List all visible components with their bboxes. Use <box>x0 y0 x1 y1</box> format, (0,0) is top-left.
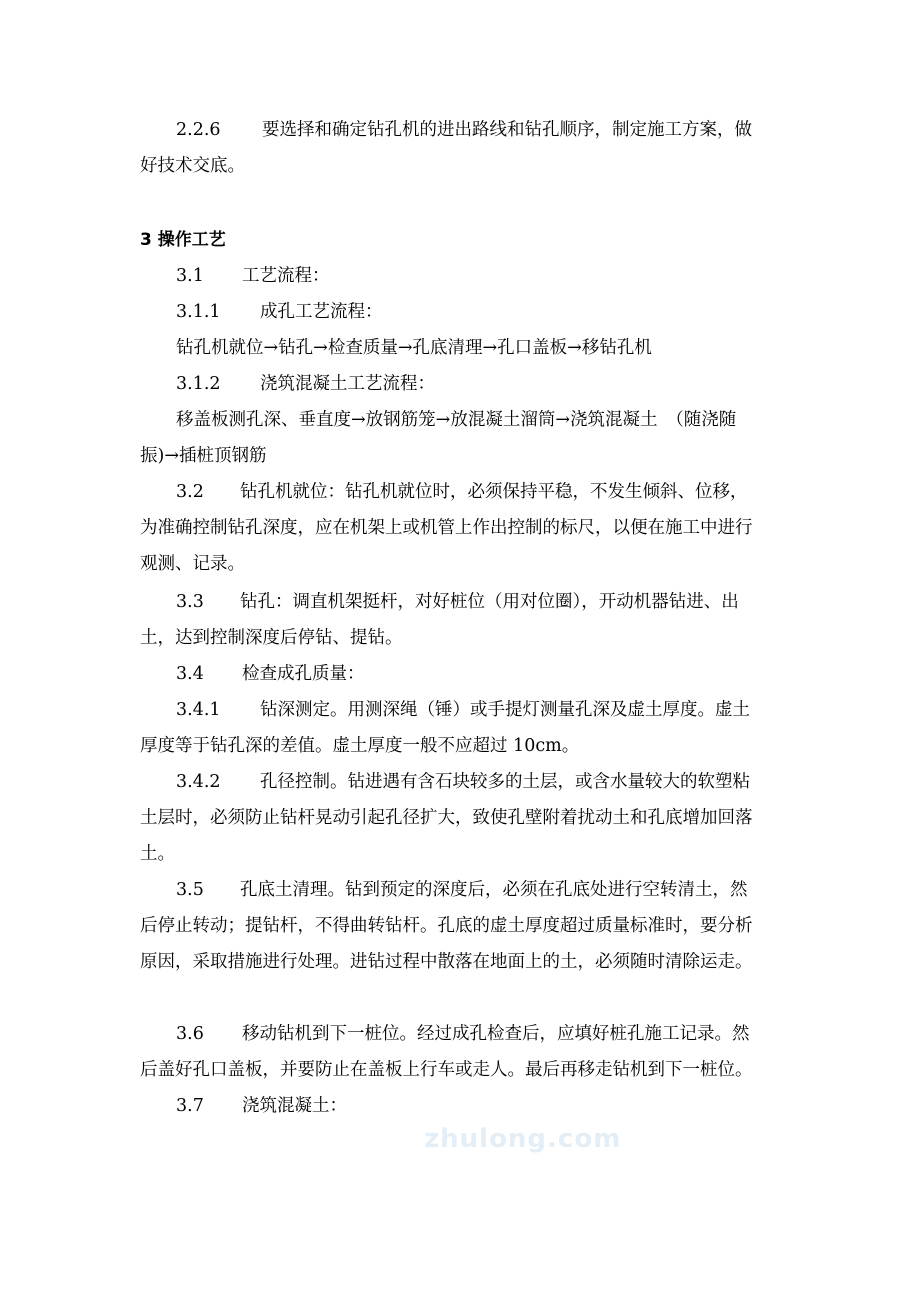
s33-line1 <box>176 590 739 614</box>
s31-line <box>176 264 330 288</box>
s35-number: 3.5 <box>176 880 204 900</box>
s32-line3: 观测、记录。 <box>140 554 245 574</box>
s342-line1 <box>176 770 750 794</box>
p226-line2: 好技术交底。 <box>140 156 245 176</box>
s34-line <box>176 662 365 686</box>
s37-text: 浇筑混凝土： <box>242 1096 347 1116</box>
flow2-line2: 振)→插桩顶钢筋 <box>140 446 267 466</box>
s34-text: 检查成孔质量： <box>242 664 365 684</box>
s32-text: 钻孔机就位：钻孔机就位时，必须保持平稳，不发生倾斜、位移， <box>240 482 748 502</box>
s341-number: 3.4.1 <box>176 700 221 720</box>
s312-line <box>176 372 435 396</box>
watermark-text: zhulong.com <box>424 1124 622 1154</box>
s31-number: 3.1 <box>176 266 204 286</box>
s311-line <box>176 300 383 324</box>
s36-line2: 后盖好孔口盖板，并要防止在盖板上行车或走人。最后再移走钻机到下一桩位。 <box>140 1060 753 1080</box>
s312-number: 3.1.2 <box>176 374 221 394</box>
p226-line1 <box>176 118 752 142</box>
s37-line <box>176 1094 347 1118</box>
p226-number: 2.2.6 <box>176 120 221 140</box>
s311-text: 成孔工艺流程： <box>260 302 383 322</box>
s35-line3: 原因，采取措施进行处理。进钻过程中散落在地面上的土，必须随时清除运走。 <box>140 952 753 972</box>
s342-line2: 土层时，必须防止钻杆晃动引起孔径扩大，致使孔壁附着扰动土和孔底增加回落 <box>140 808 753 828</box>
flow2-line1: 移盖板测孔深、垂直度→放钢筋笼→放混凝土溜筒→浇筑混凝土 （随浇随 <box>176 410 737 430</box>
s32-number: 3.2 <box>176 482 204 502</box>
s341-line1 <box>176 698 750 722</box>
s35-line1 <box>176 878 748 902</box>
p226-text: 要选择和确定钻孔机的进出路线和钻孔顺序，制定施工方案，做 <box>262 120 752 140</box>
s35-line2: 后停止转动；提钻杆，不得曲转钻杆。孔底的虚土厚度超过质量标准时，要分析 <box>140 916 753 936</box>
s312-text: 浇筑混凝土工艺流程： <box>260 374 435 394</box>
s311-number: 3.1.1 <box>176 302 221 322</box>
s35-text: 孔底土清理。钻到预定的深度后，必须在孔底处进行空转清土，然 <box>240 880 748 900</box>
s31-text: 工艺流程： <box>242 266 330 286</box>
s37-number: 3.7 <box>176 1096 204 1116</box>
s36-number: 3.6 <box>176 1024 204 1044</box>
s36-line1 <box>176 1022 750 1046</box>
s32-line1 <box>176 480 748 504</box>
s33-number: 3.3 <box>176 592 204 612</box>
s342-line3: 土。 <box>140 844 175 864</box>
s341-line2: 厚度等于钻孔深的差值。虚土厚度一般不应超过 10cm。 <box>140 736 580 756</box>
s36-text: 移动钻机到下一桩位。经过成孔检查后，应填好桩孔施工记录。然 <box>242 1024 750 1044</box>
flow1-text: 钻孔机就位→钻孔→检查质量→孔底清理→孔口盖板→移钻孔机 <box>176 338 652 358</box>
s33-text: 钻孔：调直机架挺杆，对好桩位（用对位圈），开动机器钻进、出 <box>240 592 739 612</box>
s341-text: 钻深测定。用测深绳（锤）或手提灯测量孔深及虚土厚度。虚土 <box>260 700 750 720</box>
s32-line2: 为准确控制钻孔深度，应在机架上或机管上作出控制的标尺，以便在施工中进行 <box>140 518 753 538</box>
s342-number: 3.4.2 <box>176 772 221 792</box>
s33-line2: 土，达到控制深度后停钻、提钻。 <box>140 628 403 648</box>
section-heading: 3 操作工艺 <box>140 230 226 250</box>
s342-text: 孔径控制。钻进遇有含石块较多的土层，或含水量较大的软塑粘 <box>260 772 750 792</box>
s34-number: 3.4 <box>176 664 204 684</box>
